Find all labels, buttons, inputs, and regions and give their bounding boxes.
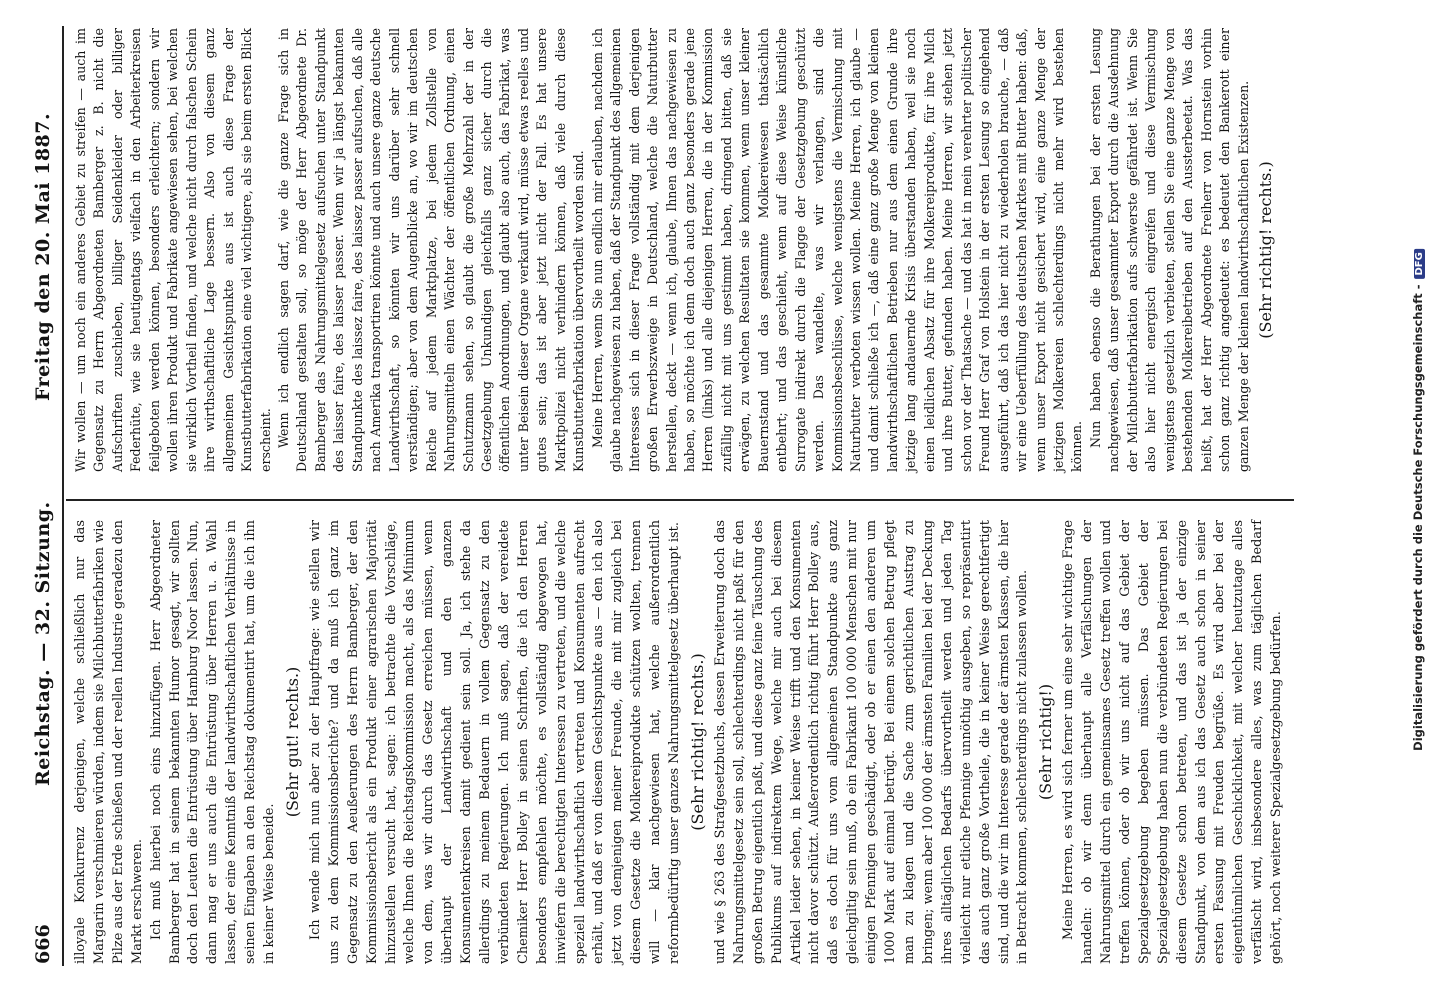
paragraph: und wie § 263 des Strafgesetzbuchs, dessen Erweiterung doch das Nahrungsmittelgesetz sein soll, schlechterdings nicht paßt für den großen Betrug eigentlich paßt, und diese ganz feine Täuschung des Publikums auf indirektem Wege, welche mir auch bei diesem Artikel leider sehen, in keiner Weise trifft und den Konsumenten nicht davor schützt. Außerordentlich richtig führt Herr Bolley aus, daß es doch für uns vom allgemeinen Standpunkte aus ganz gleichgiltig sein muß, ob ein Fabrikant 100 000 Menschen mit nur einigen Pfennigen geschädigt, oder ob er einen den anderen um 1000 Mark auf einmal betrügt. Bei einem solchen Betrug pflegt man zu klagen und die Sache zum gerichtlichen Austrag zu bringen; wenn aber 100 000 der ärmsten Familien bei der Deckung ihres alltäglichen Bedarfs übervortheilt werden und jeden Tag vielleicht nur etliche Pfennige unnöthig ausgeben, so repräsentirt das auch ganz große Vortheile, die in keiner Weise gerechtfertigt sind, und die wir im Interesse gerade der ärmsten Klassen, die hier in Betracht kommen, schlechterdings nicht zulassen wollen.	[712, 520, 1031, 964]
paragraph: illoyale Konkurrenz derjenigen, welche schließlich nur das Margarin verschmieren würden, indem sie Milchbutterfabriken wie Pilze aus der Erde schießen und der reellen Industrie geradezu den Markt erschweren.	[73, 520, 145, 964]
paragraph: Ich muß hierbei noch eins hinzufügen. Herr Abgeordneter Bamberger hat in seinem bekannten Humor gesagt, wir sollten doch den Leuten die Entrüstung über Hamburg Noor lassen. Nun, dann mag er uns auch die Entrüstung über Herren u. a. Wahl lassen, der eine Kenntniß der landwirthschaftlichen Verhältnisse in seinen Eingaben an den Reichstag dokumentirt hat, um die ich ihn in keiner Weise beneide.	[148, 520, 278, 964]
paragraph: Meine Herren, wenn Sie nun endlich mir erlauben, nachdem ich glaube nachgewiesen zu haben, daß der Standpunkt des allgemeinen Interesses sich in dieser Frage vollständig mit dem derjenigen großen Erwerbszweige in Deutschland, welche die Naturbutter herstellen, deckt — wenn ich, glaube, Ihnen das nachgewiesen zu haben, so möchte ich denn doch auch ganz besonders gerade jene Herren (links) und alle diejenigen Herren, die in der Kommission zufällig nicht mit uns gestimmt haben, dringend bitten, daß sie erwägen, zu welchen Resultaten sie kommen, wenn unser kleiner Bauernstand und das gesammte Molkereiwesen thatsächlich entbehrt; und das geschieht, wenn auf diese Weise künstliche Surrogate indirekt durch die Flagge der Gesetzgebung geschützt werden. Das wandelte, was wir verlangen, sind die Kommissionsbeschlüsse, welche wenigstens die Vermischung mit Naturbutter verboten wissen wollen. Meine Herren, ich glaube — und damit schließe ich —, daß eine ganz große Menge von kleinen landwirthschaftlichen Betrieben nur aus dem einen Grunde ihre jetzige lang andauernde Krisis überstanden haben, weil sie noch einen leidlichen Absatz für ihre Molkereiprodukte, für ihre Milch und ihre Butter, gefunden haben. Meine Herren, wir stehen jetzt schon vor der Thatsache — und das hat in mein verehrter politischer Freund Herr Graf von Holstein in der ersten Lesung so eingehend ausgeführt, daß ich das hier nicht zu wiederholen brauche, — daß wir eine Ueberfüllung des deutschen Marktes mit Butter haben: daß, wenn unser Export nicht gesichert wird, eine ganze Menge der jetzigen Molkereien schlechterdings nicht mehr wird bestehen können.	[589, 28, 1085, 472]
left-column	[72, 520, 1287, 964]
left-header-title: Reichstag. — 32. Sitzung.	[32, 501, 54, 786]
dfg-logo: DFG	[1414, 249, 1425, 278]
digitization-credit	[1410, 40, 1426, 960]
credit-text: Digitalisierung gefördert durch die Deutsche Forschungsgemeinschaft -	[1411, 284, 1425, 751]
right-column	[72, 28, 1279, 472]
paragraph: Meine Herren, es wird sich ferner um eine sehr wichtige Frage handeln: ob wir denn überhaupt alle Verfälschungen der Nahrungsmittel durch ein gemeinsames Gesetz treffen wollen und treffen können, oder ob wir uns nicht auf das Gebiet der Spezialgesetzgebung begeben müssen. Das Gebiet der Spezialgesetzgebung haben nun die verbündeten Regierungen bei diesem Gesetze schon betreten, und das ist ja der einzige Standpunkt, von dem aus ich das Gesetz auch schon in seiner ersten Fassung mit Freuden begrüße. Es wird aber bei der eigenthümlichen Geschicklichkeit, mit welcher heutzutage alles verfälscht wird, insbesondere alles, was zum täglichen Bedarf gehört, noch weiterer Spezialgesetzgebung bedürfen.	[1061, 520, 1285, 964]
page-number: 666	[32, 924, 54, 964]
interjection: (Sehr gut! rechts.)	[282, 666, 302, 818]
column-divider	[66, 499, 1294, 501]
paragraph: Nun haben ebenso die Berathungen bei der ersten Lesung nachgewiesen, daß unser gesammter Export durch die Ausdehnung der Milchbutterfabrikation aufs schwerste gefährdet ist. Wenn Sie also hier nicht energisch eingreifen und diese Vermischung wenigstens gesetzlich verbieten, stellen Sie eine ganze Menge von bestehenden Molkereibetrieben auf den Aussterbeetat. Was das heißt, hat der Herr Abgeordnete Freiherr von Hornstein vorhin schon ganz richtig angedeutet: es bedeutet den Bankerott einer ganzen Menge der kleinen landwirthschaftlichen Existenzen.	[1087, 28, 1251, 472]
paragraph: Wenn ich endlich sagen darf, wie die ganze Frage sich in Deutschland gestalten soll, so möge der Herr Abgeordnete Dr. Bamberger das Nahrungsmittelgesetz aufsuchen unter Standpunkt des laisser faire, des laisser passer. Wenn wir ja längst bekannten Standpunkte des laissez faire, des laissez passer aufsuchen, daß alle nach Amerika transportiren könnte und auch unsere ganze deutsche Landwirthschaft, so könnten wir uns darüber sehr schnell verständigen; aber von dem Augenblicke an, wo wir im deutschen Reiche auf jedem Marktplatze, bei jedem Zollstelle von Nahrungsmitteln einen Wächter der öffentlichen Ordnung, einen Schutzmann sehen, so glaubt die große Mehrzahl der in der Gesetzgebung Unkundigen gleichfalls ganz sicher durch die öffentlichen Anordnungen, und glaubt also auch, das Fabrikat, was unter Beisein dieser Organe verkauft wird, müsse etwas reelles und gutes sein; das ist aber jetzt nicht der Fall. Es hat unsere Marktpolizei nicht verhindern können, daß viele durch diese Kunstbutterfabrikation übervortheilt worden sind.	[275, 28, 587, 472]
paragraph: Ich wende mich nun aber zu der Hauptfrage: wie stellen wir uns zu dem Kommissionsberichte? und da muß ich ganz im Gegensatz zu den Aeußerungen des Herrn Bamberger, der den Kommissionsbericht als ein Produkt einer agrarischen Majorität hinzustellen versucht hat, sagen: ich betrachte die Vorschläge, welche Ihnen die Reichstagskommission macht, als das Minimum von dem, was wir durch das Gesetz erreichen müssen, wenn überhaupt der Landwirthschaft und den ganzen Konsumentenkreisen damit gedient sein soll. Ja, ich stehe da allerdings zu meinem Bedauern in vollem Gegensatz zu den verbündeten Regierungen. Ich muß sagen, daß der vereidete Chemiker Herr Bolley in seinen Schriften, die ich den Herren besonders empfehlen möchte, es vollständig abgewogen hat, inwiefern die berechtigten Interessen zu vertreten, und die welche speziell landwirthschaftlich vertreten und Konsumenten aufrecht erhält, und daß er von diesem Gesichtspunkte aus — den ich also jetzt von demjenigen meiner Freunde, die mit mir zugleich bei diesem Gesetze die Molkereiprodukte schützen wollten, trennen will — klar nachgewiesen hat, welche außerordentlich reformbedürftig unser ganzes Nahrungsmittelgesetz überhaupt ist.	[307, 520, 683, 964]
right-header-date: Freitag den 20. Mai 1887.	[32, 112, 54, 401]
page-header	[28, 26, 58, 966]
interjection: (Sehr richtig! rechts.)	[688, 653, 707, 831]
paragraph: Wir wollen — um noch ein anderes Gebiet zu streifen — auch im Gegensatz zu Herrn Abgeordneten Bamberger z. B. nicht die Aufschriften zuschieben, billiger Seidenkleider oder billiger Federhüte, wie sie heutigentags vielfach in den Arbeiterkreisen feilgeboten werden können, besonders erleichtern; sondern wir wollen ihren Produkt und Fabrikate angewiesen sehen, bei welchen sie wirklich Vortheil finden, und welche nicht durch falschen Schein ihre wirthschaftliche Lage bessern. Also von diesem ganz allgemeinen Gesichtspunkte aus ist auch diese Frage der Kunstbutterfabrikation eine viel wichtigere, als sie beim ersten Blick erscheint.	[73, 28, 273, 472]
interjection: (Sehr richtig! rechts.)	[1256, 161, 1275, 339]
header-rule	[62, 26, 64, 966]
interjection: (Sehr richtig!)	[1036, 683, 1056, 801]
